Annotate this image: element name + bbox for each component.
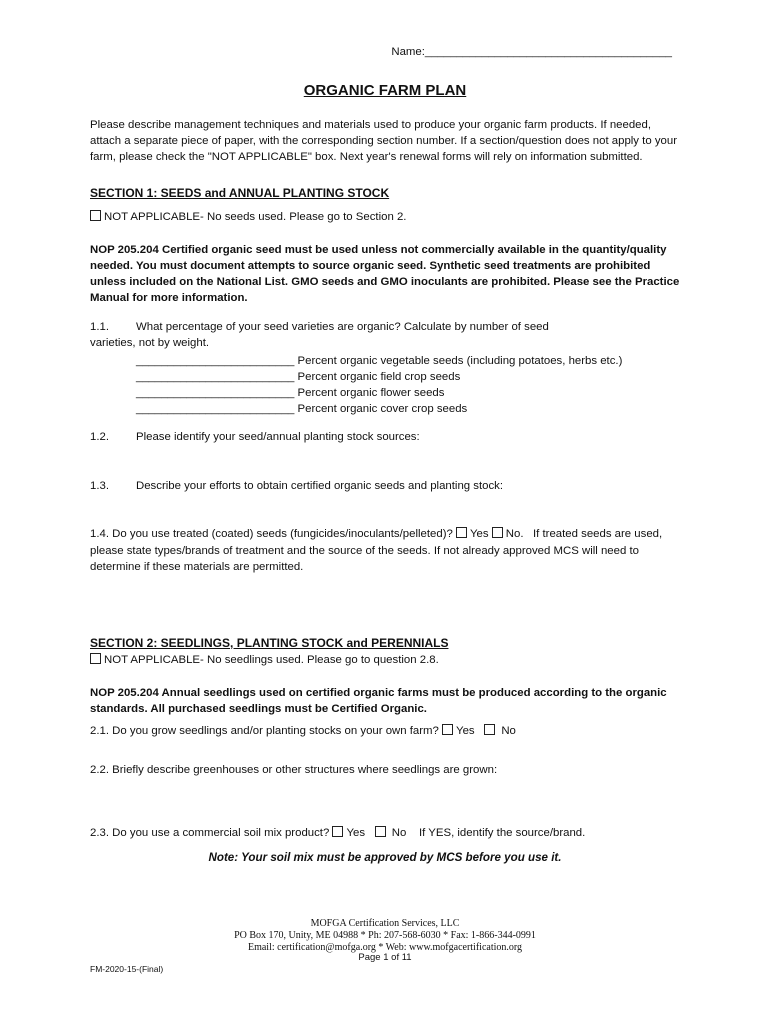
question-1-2 (90, 431, 420, 443)
yes-checkbox[interactable] (442, 724, 453, 735)
question-2-3 (90, 826, 585, 839)
question-1-1 (90, 321, 549, 333)
soil-mix-note: Note: Your soil mix must be approved by MCS before you use it. (208, 851, 562, 864)
form-id: FM-2020-15-(Final) (90, 964, 164, 974)
not-applicable-checkbox[interactable] (90, 210, 101, 221)
percent-blank-field[interactable]: _________________________ (136, 403, 295, 415)
question-2-2: 2.2. Briefly describe greenhouses or other structures where seedlings are grown: (90, 764, 498, 776)
yes-checkbox[interactable] (332, 826, 343, 837)
intro-paragraph: Please describe management techniques and materials used to produce your organic farm products. If needed, attach a separate piece of paper, with the corresponding section number. If a section/question does not apply to your farm, please check the "NOT APPLICABLE" box. Next year's renewal forms will rely on information submitted. (90, 119, 677, 163)
question-text: 1.4. Do you use treated (coated) seeds (fungicides/inoculants/pelleted)? (90, 528, 453, 540)
section1-not-applicable (90, 210, 406, 223)
percent-blank-field[interactable]: _________________________ (136, 371, 295, 383)
footer-org: MOFGA Certification Services, LLC (310, 918, 460, 929)
yes-label: Yes (470, 528, 489, 540)
yes-label: Yes (456, 725, 475, 737)
question-text: Describe your efforts to obtain certified organic seeds and planting stock: (136, 480, 504, 492)
not-applicable-checkbox[interactable] (90, 653, 101, 664)
no-label: No (391, 827, 407, 839)
percent-row-cover-crop (136, 401, 467, 417)
footer-address: PO Box 170, Unity, ME 04988 * Ph: 207-568-6030 * Fax: 1-866-344-0991 (234, 930, 536, 941)
footer (0, 918, 770, 954)
question-text: 2.1. Do you grow seedlings and/or planting stocks on your own farm? (90, 725, 439, 737)
yes-checkbox[interactable] (456, 527, 467, 538)
no-checkbox[interactable] (484, 724, 495, 735)
not-applicable-label: NOT APPLICABLE- No seeds used. Please go to Section 2. (104, 211, 407, 223)
question-text-cont: If treated seeds are used, (533, 528, 663, 540)
question-2-1 (90, 724, 516, 737)
section1-nop-note: NOP 205.204 Certified organic seed must be used unless not commercially available in the quantity/quality needed. You must document attempts to source organic seed. Synthetic seed treatments are prohibited unless included on the National List. GMO seeds and GMO inoculants are prohibited. Please see the Practice Manual for more information. (90, 244, 680, 304)
question-1-4 (90, 527, 662, 540)
question-text: 2.3. Do you use a commercial soil mix product? (90, 827, 330, 839)
section1-heading: SECTION 1: SEEDS and ANNUAL PLANTING STOCK (90, 186, 390, 200)
no-checkbox[interactable] (492, 527, 503, 538)
percent-label: Percent organic vegetable seeds (including potatoes, herbs etc.) (297, 355, 623, 367)
not-applicable-label: NOT APPLICABLE- No seedlings used. Please go to question 2.8. (104, 654, 439, 666)
yes-label: Yes (346, 827, 366, 839)
question-text-cont: If YES, identify the source/brand. (418, 827, 586, 839)
name-field[interactable]: Name:_______________________________________ (391, 46, 672, 58)
page-number: Page 1 of 11 (358, 952, 412, 963)
page-title: ORGANIC FARM PLAN (303, 82, 467, 99)
question-number: 1.3. (90, 480, 109, 492)
percent-row-vegetable (136, 353, 622, 369)
question-number: 1.2. (90, 431, 109, 443)
percent-row-field-crop (136, 369, 460, 385)
no-checkbox[interactable] (375, 826, 386, 837)
percent-blank-field[interactable]: _________________________ (136, 387, 295, 399)
section2-heading: SECTION 2: SEEDLINGS, PLANTING STOCK and PERENNIALS (90, 636, 449, 650)
percent-label: Percent organic flower seeds (297, 387, 445, 399)
percent-label: Percent organic cover crop seeds (297, 403, 468, 415)
question-number: 1.1. (90, 321, 109, 333)
section2-not-applicable (90, 653, 439, 666)
footer-contact: Email: certification@mofga.org * Web: www.mofgacertification.org (247, 942, 523, 953)
question-1-1-cont: varieties, not by weight. (90, 337, 210, 349)
percent-blank-field[interactable]: _________________________ (136, 355, 295, 367)
section2-nop-note: NOP 205.204 Annual seedlings used on certified organic farms must be produced according to the organic standards. All purchased seedlings must be Certified Organic. (90, 687, 667, 715)
question-1-4-cont: please state types/brands of treatment and the source of the seeds. If not already approved MCS will need to determine if these materials are permitted. (90, 545, 639, 573)
question-1-3 (90, 480, 503, 492)
percent-row-flower (136, 385, 444, 401)
question-text: What percentage of your seed varieties are organic? Calculate by number of seed (136, 321, 549, 333)
question-text: Please identify your seed/annual planting stock sources: (136, 431, 420, 443)
no-label: No (501, 725, 516, 737)
no-label: No. (505, 528, 524, 540)
percent-label: Percent organic field crop seeds (297, 371, 461, 383)
